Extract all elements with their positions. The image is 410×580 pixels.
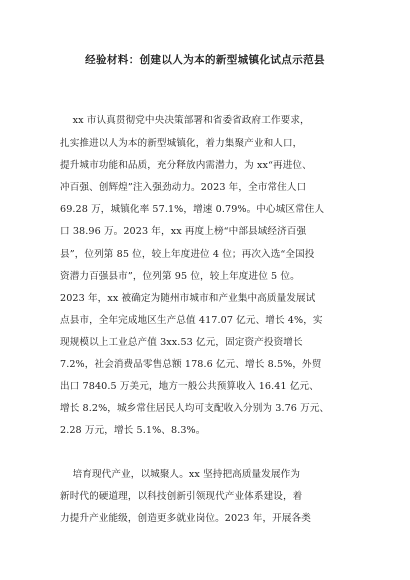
paragraph-1-line-7: 县”，位列第 85 位，较上年度进位 4 位；再次入选“全国投 bbox=[60, 249, 315, 260]
document-title: 经验材料：创建以人为本的新型城镇化试点示范县 bbox=[85, 54, 325, 66]
paragraph-1-line-12: 7.2%，社会消费品零售总额 178.6 亿元、增长 8.5%，外贸 bbox=[60, 359, 322, 370]
paragraph-1-line-9: 2023 年，xx 被确定为随州市城市和产业集中高质量发展试 bbox=[60, 293, 316, 304]
paragraph-1-line-10: 点县市，全年完成地区生产总值 417.07 亿元、增长 4%，实 bbox=[60, 315, 323, 326]
paragraph-1-line-15: 2.28 万元，增长 5.1%、8.3%。 bbox=[60, 425, 206, 436]
paragraph-1-line-2: 扎实推进以人为本的新型城镇化，着力集聚产业和人口， bbox=[60, 138, 303, 149]
paragraph-1-line-4: 冲百强、创辉煌”注入强劲动力。2023 年，全市常住人口 bbox=[60, 182, 307, 193]
paragraph-1-line-11: 现规模以上工业总产值 3xx.53 亿元，固定资产投资增长 bbox=[60, 337, 303, 348]
paragraph-1-line-5: 69.28 万，城镇化率 57.1%，增速 0.79%。中心城区常住人 bbox=[60, 204, 325, 215]
paragraph-2-line-2: 新时代的硬道理，以科技创新引领现代产业体系建设，着 bbox=[60, 491, 303, 502]
paragraph-1-line-14: 增长 8.2%，城乡常住居民人均可支配收入分别为 3.76 万元、 bbox=[60, 403, 330, 414]
paragraph-2-line-3: 力提升产业能级，创造更多就业岗位。2023 年，开展各类 bbox=[60, 513, 311, 524]
paragraph-2-line-1: 培育现代产业，以城聚人。xx 坚持把高质量发展作为 bbox=[60, 469, 301, 480]
paragraph-1-line-6: 口 38.96 万。2023 年，xx 再度上榜“中部县域经济百强 bbox=[60, 226, 307, 237]
paragraph-1-line-1: xx 市认真贯彻党中央决策部署和省委省政府工作要求， bbox=[60, 115, 310, 126]
paragraph-1-line-8: 资潜力百强县市”，位列第 95 位，较上年度进位 5 位。 bbox=[60, 271, 300, 282]
paragraph-1-line-13: 出口 7840.5 万美元，地方一般公共预算收入 16.41 亿元、 bbox=[60, 381, 319, 392]
paragraph-1-line-3: 提升城市功能和品质，充分释放内需潜力，为 xx“再进位、 bbox=[60, 160, 312, 171]
